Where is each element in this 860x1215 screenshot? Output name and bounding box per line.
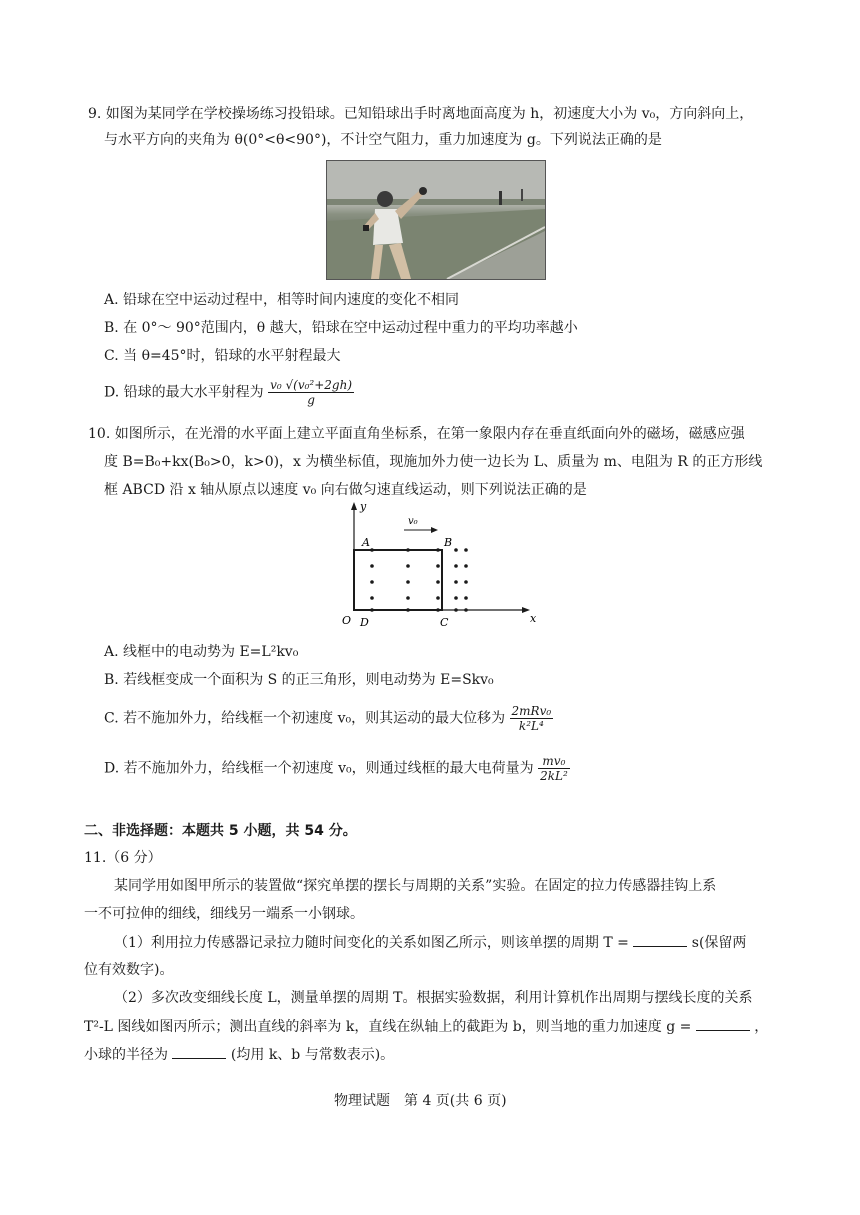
q10-option-d-text: D. 若不施加外力，给线框一个初速度 v₀，则通过线框的最大电荷量为 <box>104 760 534 777</box>
q11-para2-text-a: （1）利用拉力传感器记录拉力随时间变化的关系如图乙所示，则该单摆的周期 T = <box>114 935 629 951</box>
corner-d-label: D <box>360 616 369 629</box>
corner-a-label: A <box>362 536 370 549</box>
q9-option-d-numerator: v₀ √(v₀²+2gh) <box>270 378 353 392</box>
corner-c-label: C <box>440 616 449 629</box>
wire-frame-diagram <box>336 500 546 632</box>
q10-option-c-numerator: 2mRv₀ <box>511 704 552 718</box>
period-answer-blank[interactable] <box>633 932 687 947</box>
q10-option-b: B. 若线框变成一个面积为 S 的正三角形，则电动势为 E=Skv₀ <box>104 672 494 688</box>
q10-option-d <box>104 754 570 783</box>
shot-put-photo-image <box>327 161 545 279</box>
q10-option-c-fraction <box>510 704 554 733</box>
section-2-title: 二、非选择题：本题共 5 小题，共 54 分。 <box>84 823 357 839</box>
q11-para3-line1: （2）多次改变细线长度 L，测量单摆的周期 T。根据实验数据，利用计算机作出周期与摆线长度的关系 <box>114 990 753 1006</box>
gravity-answer-blank[interactable] <box>696 1016 750 1031</box>
q10-line-2: 度 B=B₀+kx(B₀>0，k>0)，x 为横坐标值，现施加外力使一边长为 L、质量为 m、电阻为 R 的正方形线 <box>104 454 763 470</box>
q9-option-a: A. 铅球在空中运动过程中，相等时间内速度的变化不相同 <box>104 292 460 308</box>
radius-answer-blank[interactable] <box>172 1044 226 1059</box>
x-axis-arrow <box>522 607 530 613</box>
x-axis-label: x <box>530 612 537 625</box>
q9-option-d-denominator: g <box>307 393 315 407</box>
q10-option-d-fraction <box>538 754 570 783</box>
q9-option-c: C. 当 θ=45°时，铅球的水平射程最大 <box>104 348 341 364</box>
q10-option-c <box>104 704 553 733</box>
q10-option-d-denominator: 2kL² <box>540 769 568 783</box>
q10-option-d-numerator: mv₀ <box>538 754 570 769</box>
shot-put-photo <box>326 160 546 280</box>
origin-label: O <box>342 614 352 627</box>
velocity-arrow-head <box>431 527 438 533</box>
q11-para3-text-b: ， <box>754 1019 769 1035</box>
q11-para3-text-a: T²-L 图线如图丙所示；测出直线的斜率为 k，直线在纵轴上的截距为 b，则当地的重力加速度 g = <box>84 1019 692 1035</box>
square-frame <box>354 550 442 610</box>
q9-option-d <box>104 378 354 407</box>
q11-para2-text-b: s(保留两 <box>691 935 747 951</box>
q10-option-c-text: C. 若不施加外力，给线框一个初速度 v₀，则其运动的最大位移为 <box>104 710 506 727</box>
q11-para1-line1: 某同学用如图甲所示的装置做“探究单摆的摆长与周期的关系”实验。在固定的拉力传感器挂钩上系 <box>114 878 717 894</box>
q11-para3-line2 <box>84 1016 768 1037</box>
q11-para3-text-d: (均用 k、b 与常数表示)。 <box>230 1047 395 1063</box>
q10-option-c-denominator: k²L⁴ <box>518 719 544 733</box>
velocity-label: v₀ <box>408 516 418 527</box>
q11-para2-line2: 位有效数字)。 <box>84 962 174 978</box>
q9-line-1: 9. 如图为某同学在学校操场练习投铅球。已知铅球出手时离地面高度为 h，初速度大小为 v₀，方向斜向上， <box>88 106 754 122</box>
y-axis-label: y <box>360 500 367 513</box>
q10-option-a: A. 线框中的电动势为 E=L²kv₀ <box>104 644 299 660</box>
q10-line-1: 10. 如图所示，在光滑的水平面上建立平面直角坐标系，在第一象限内存在垂直纸面向外的磁场，磁感应强 <box>88 426 745 442</box>
q9-option-b: B. 在 0°～ 90°范围内，θ 越大，铅球在空中运动过程中重力的平均功率越小 <box>104 320 578 336</box>
page-footer: 物理试题 第 4 页(共 6 页) <box>334 1093 507 1109</box>
y-axis-arrow <box>351 502 357 510</box>
corner-b-label: B <box>444 536 453 549</box>
q11-para3-line3 <box>84 1044 394 1065</box>
q9-line-2: 与水平方向的夹角为 θ(0°<θ<90°)，不计空气阻力，重力加速度为 g。下列说法正确的是 <box>104 132 662 148</box>
q10-line-3: 框 ABCD 沿 x 轴从原点以速度 v₀ 向右做匀速直线运动，则下列说法正确的是 <box>104 482 587 498</box>
q11-para3-text-c: 小球的半径为 <box>84 1047 168 1063</box>
q11-para1-line2: 一不可拉伸的细线，细线另一端系一小钢球。 <box>84 906 364 922</box>
q9-option-d-fraction <box>268 378 354 407</box>
magnetic-field-dots <box>370 548 468 612</box>
q9-option-d-text: D. 铅球的最大水平射程为 <box>104 384 264 401</box>
q11-para2-line1 <box>114 932 746 953</box>
q11-heading: 11.（6 分） <box>84 850 162 866</box>
